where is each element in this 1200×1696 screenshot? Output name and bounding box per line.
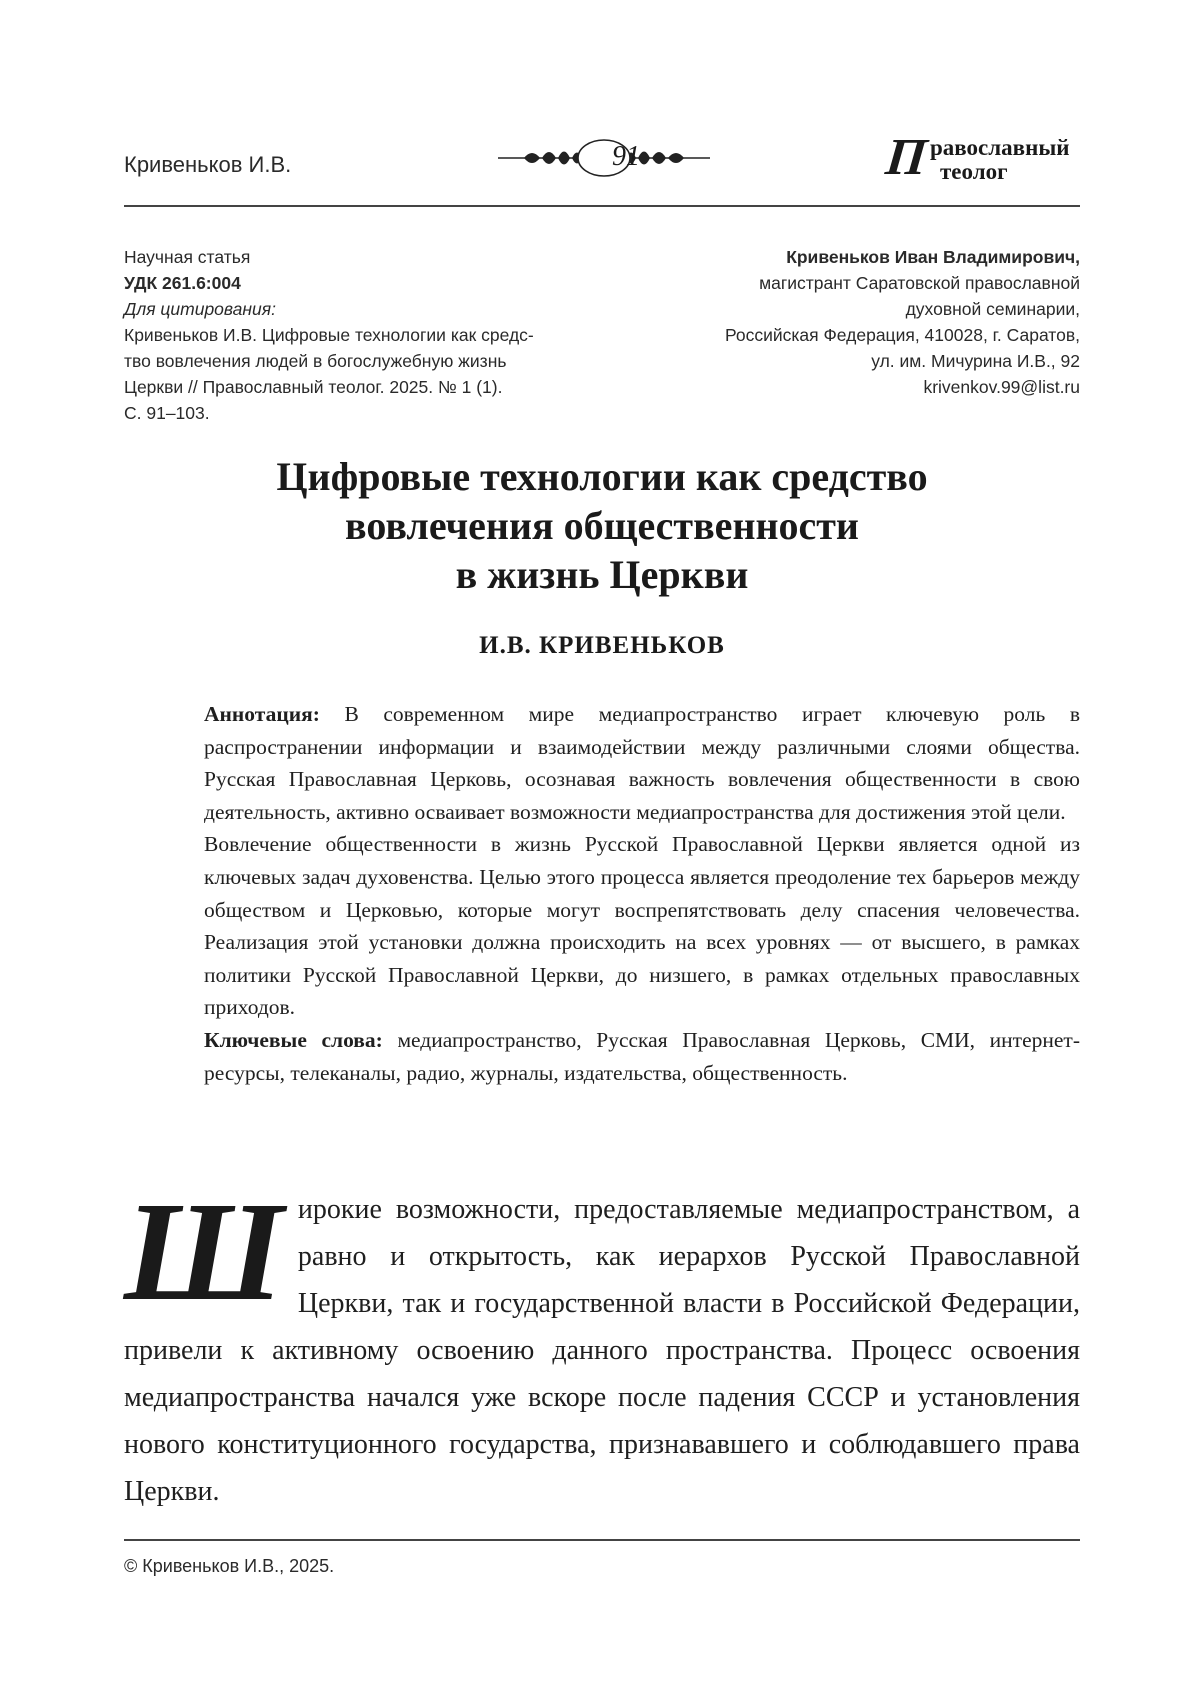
- citation-label: Для цитирования:: [124, 299, 276, 319]
- journal-logo-initial: П: [883, 129, 930, 186]
- abstract-paragraph: [204, 698, 1080, 828]
- abstract-text: В современном мире медиапространство играет ключевую роль в распространении информации и взаимодействии между различными слоями общества. Русская Православная Церковь, осознавая важность вовлечения общественности в свою деятельность, активно осваивает возможности медиапространства для достижения этой цели.: [204, 702, 1080, 824]
- title-line: вовлечения общественности: [345, 503, 859, 548]
- abstract-paragraph: Вовлечение общественности в жизнь Русской Православной Церкви является одной из ключевых задач духовенства. Целью этого процесса является преодоление тех барьеров между обществом и Церковью, которые могут воспрепятствовать делу спасения человечества. Реализация этой установки должна происходить на всех уровнях — от высшего, в рамках политики Русской Православной Церкви, до низшего, в рамках отдельных православных приходов.: [204, 832, 1080, 1020]
- footer-divider: [124, 1539, 1080, 1541]
- author-affiliation: [620, 244, 1080, 400]
- header-divider: [124, 205, 1080, 207]
- journal-logo-line1: равославный: [930, 135, 1070, 160]
- drop-cap: Ш: [124, 1172, 284, 1330]
- citation-line: Церкви // Православный теолог. 2025. № 1 (1).: [124, 377, 503, 397]
- author-email: krivenkov.99@list.ru: [923, 377, 1080, 397]
- article-title: [124, 452, 1080, 599]
- article-author: И.В. КРИВЕНЬКОВ: [479, 632, 725, 659]
- abstract-label: Аннотация:: [204, 702, 320, 726]
- citation-line: тво вовлечения людей в богослужебную жизнь: [124, 351, 507, 371]
- header-author: Кривеньков И.В.: [124, 152, 292, 177]
- journal-logo: [880, 129, 1080, 186]
- title-line: в жизнь Церкви: [455, 552, 749, 597]
- keywords-text: медиапространство, Русская Православная Церковь, СМИ, интернет-ресурсы, телеканалы, радио, журналы, издательства, общественность.: [204, 1027, 1080, 1085]
- citation-line: С. 91–103.: [124, 403, 210, 423]
- author-full-name: Кривеньков Иван Владимирович,: [786, 247, 1080, 267]
- title-line: Цифровые технологии как средство: [276, 454, 928, 499]
- copyright-notice: © Кривеньков И.В., 2025.: [124, 1556, 335, 1576]
- udk-code: УДК 261.6:004: [124, 273, 241, 293]
- affiliation-line: ул. им. Мичурина И.В., 92: [871, 351, 1080, 371]
- affiliation-line: магистрант Саратовской православной: [759, 273, 1080, 293]
- body-text: ирокие возможности, предоставляемые медиапространством, а равно и открытость, как иерархов Русской Православной Церкви, так и государственной власти в Российской Федерации, привели к активному освоению данного пространства. Процесс освоения медиапространства начался уже вскоре после падения СССР и установления нового конституционного государства, признававшего и соблюдавшего права Церкви.: [124, 1194, 1080, 1507]
- running-header: [124, 129, 1080, 208]
- affiliation-line: духовной семинарии,: [905, 299, 1080, 319]
- journal-logo-line2: теолог: [940, 159, 1008, 184]
- abstract: [204, 698, 1080, 1089]
- page-number: 91: [612, 141, 640, 172]
- keywords-label: Ключевые слова:: [204, 1027, 383, 1052]
- body-paragraph: [124, 1172, 1080, 1515]
- affiliation-line: Российская Федерация, 410028, г. Саратов,: [724, 325, 1080, 345]
- article-metadata: [124, 244, 564, 426]
- keywords: [204, 1024, 1080, 1089]
- citation-line: Кривеньков И.В. Цифровые технологии как средс-: [124, 325, 534, 345]
- article-type: Научная статья: [124, 247, 251, 267]
